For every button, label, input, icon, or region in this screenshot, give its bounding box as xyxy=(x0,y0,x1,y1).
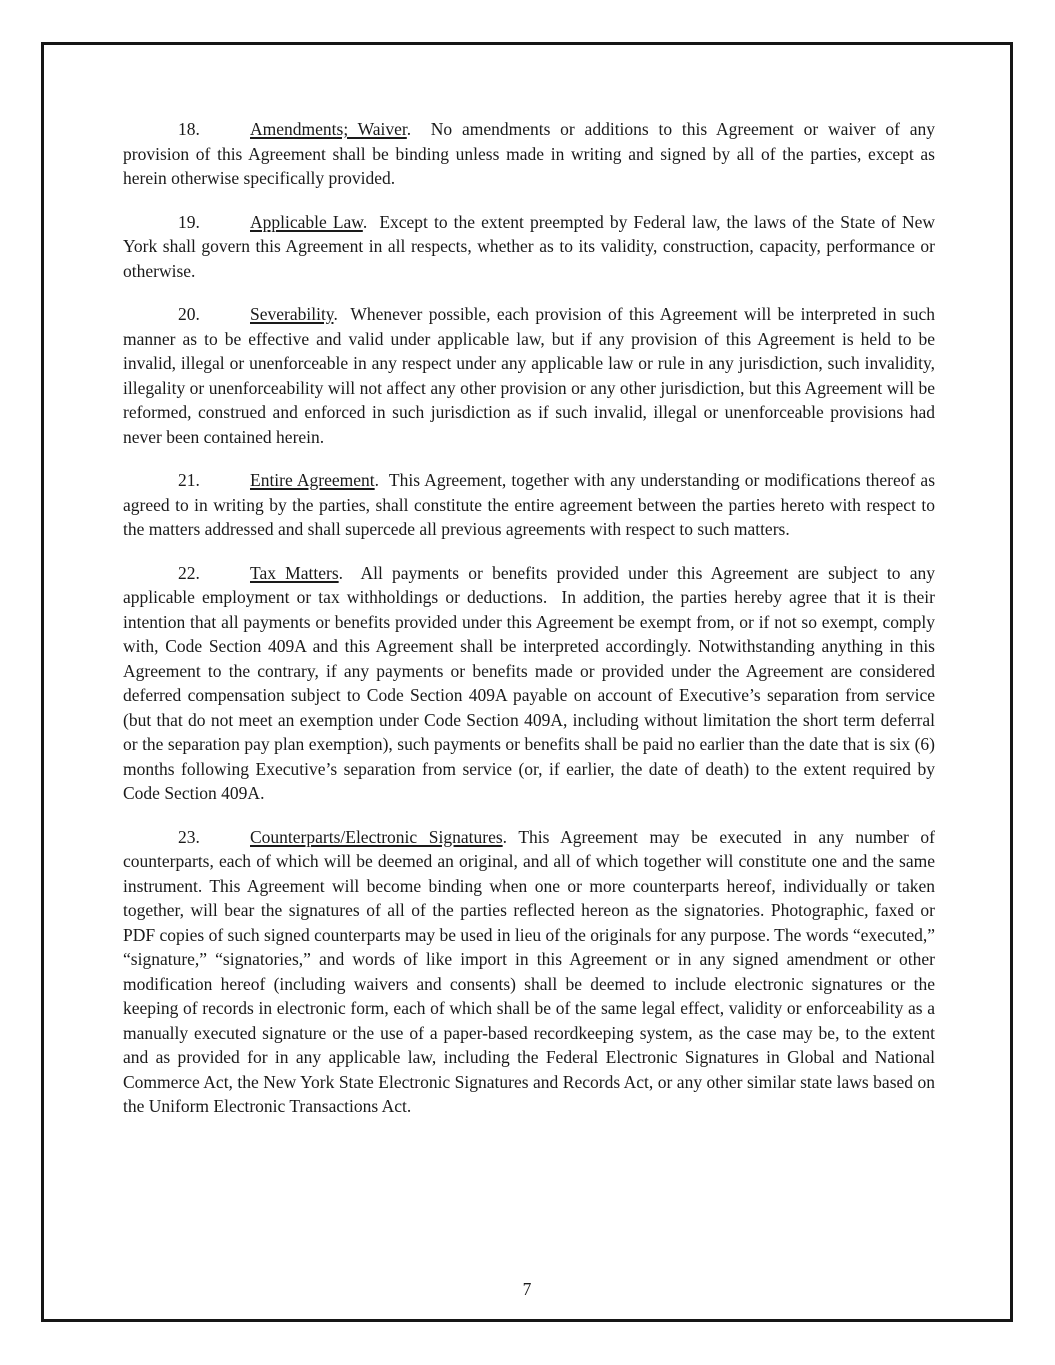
paragraph-heading: Applicable Law xyxy=(250,211,363,232)
paragraph-number: 20. xyxy=(178,304,200,324)
paragraph-heading: Severability xyxy=(250,304,334,324)
paragraph-heading: Amendments; Waiver xyxy=(250,119,407,139)
contract-paragraph xyxy=(123,210,935,284)
paragraph-number: 23. xyxy=(178,826,200,847)
contract-paragraph xyxy=(123,302,935,449)
paragraph-number: 19. xyxy=(178,211,200,232)
contract-paragraph xyxy=(123,825,935,1119)
paragraph-body-text: . Whenever possible, each provision of this Agreement will be interpreted in such manner as to be effective and valid under applicable law, but if any provision of this Agreement is held to be invalid, illegal or unenforceable in any respect under any applicable law or rule in any jurisdiction, such invalidity, illegality or unenforceability will not affect any other provision or any other jurisdiction, but this Agreement will be reformed, construed and enforced in such jurisdiction as if such invalid, illegal or unenforceable provisions had never been contained herein. xyxy=(123,304,935,447)
page-border xyxy=(41,42,1013,1322)
paragraph-body-text: . This Agreement, together with any understanding or modifications thereof as agreed to in writing by the parties, shall constitute the entire agreement between the parties hereto with respect to the matters addressed and shall supercede all previous agreements with respect to such matters. xyxy=(123,470,935,539)
paragraph-body-text: . No amendments or additions to this Agreement or waiver of any provision of this Agreement shall be binding unless made in writing and signed by all of the parties, except as herein otherwise specifically provided. xyxy=(123,119,935,188)
contract-paragraph xyxy=(123,561,935,806)
paragraph-number: 21. xyxy=(178,470,200,490)
contract-paragraph xyxy=(123,117,935,191)
paragraph-body-text: . This Agreement may be executed in any number of counterparts, each of which will be deemed an original, and all of which together will constitute one and the same instrument. This Agreement will become binding when one or more counterparts hereof, individually or taken together, will bear the signatures of all of the parties reflected hereon as the signatories. Photographic, faxed or PDF copies of such signed counterparts may be used in lieu of the originals for any purpose. The words “executed,” “signature,” “signatories,” and words of like import in this Agreement or in any signed amendment or other modification hereof (including waivers and consents) shall be deemed to include electronic signatures or the keeping of records in electronic form, each of which shall be of the same legal effect, validity or enforceability as a manually executed signature or the use of a paper-based recordkeeping system, as the case may be, to the extent and as provided for in any applicable law, including the Federal Electronic Signatures in Global and National Commerce Act, the New York State Electronic Signatures and Records Act, or any other similar state laws based on the Uniform Electronic Transactions Act. xyxy=(123,826,935,1116)
paragraph-number: 22. xyxy=(178,562,200,583)
paragraph-body-text: . All payments or benefits provided under this Agreement are subject to any applicable employment or tax withholdings or deductions. In addition, the parties hereby agree that it is their intention that all payments or benefits provided under this Agreement be exempt from, or if not so exempt, comply with, Code Section 409A and this Agreement shall be interpreted accordingly. Notwithstanding anything in this Agreement to the contrary, if any payments or benefits made or provided under the Agreement are considered deferred compensation subject to Code Section 409A payable on account of Executive’s separation from service (but that do not meet an exemption under Code Section 409A, including without limitation the short term deferral or the separation pay plan exemption), such payments or benefits shall be paid no earlier than the date that is six (6) months following Executive’s separation from service (or, if earlier, the date of death) to the extent required by Code Section 409A. xyxy=(123,562,935,803)
document-body xyxy=(123,117,935,1119)
paragraph-number: 18. xyxy=(178,119,200,139)
paragraph-heading: Tax Matters xyxy=(250,562,339,583)
paragraph-body-text: . Except to the extent preempted by Federal law, the laws of the State of New York shall govern this Agreement in all respects, whether as to its validity, construction, capacity, performance or otherwise. xyxy=(123,211,935,281)
contract-paragraph xyxy=(123,468,935,542)
paragraph-heading: Entire Agreement xyxy=(250,470,375,490)
page-number: 7 xyxy=(522,1279,532,1299)
paragraph-heading: Counterparts/Electronic Signatures xyxy=(250,826,503,847)
